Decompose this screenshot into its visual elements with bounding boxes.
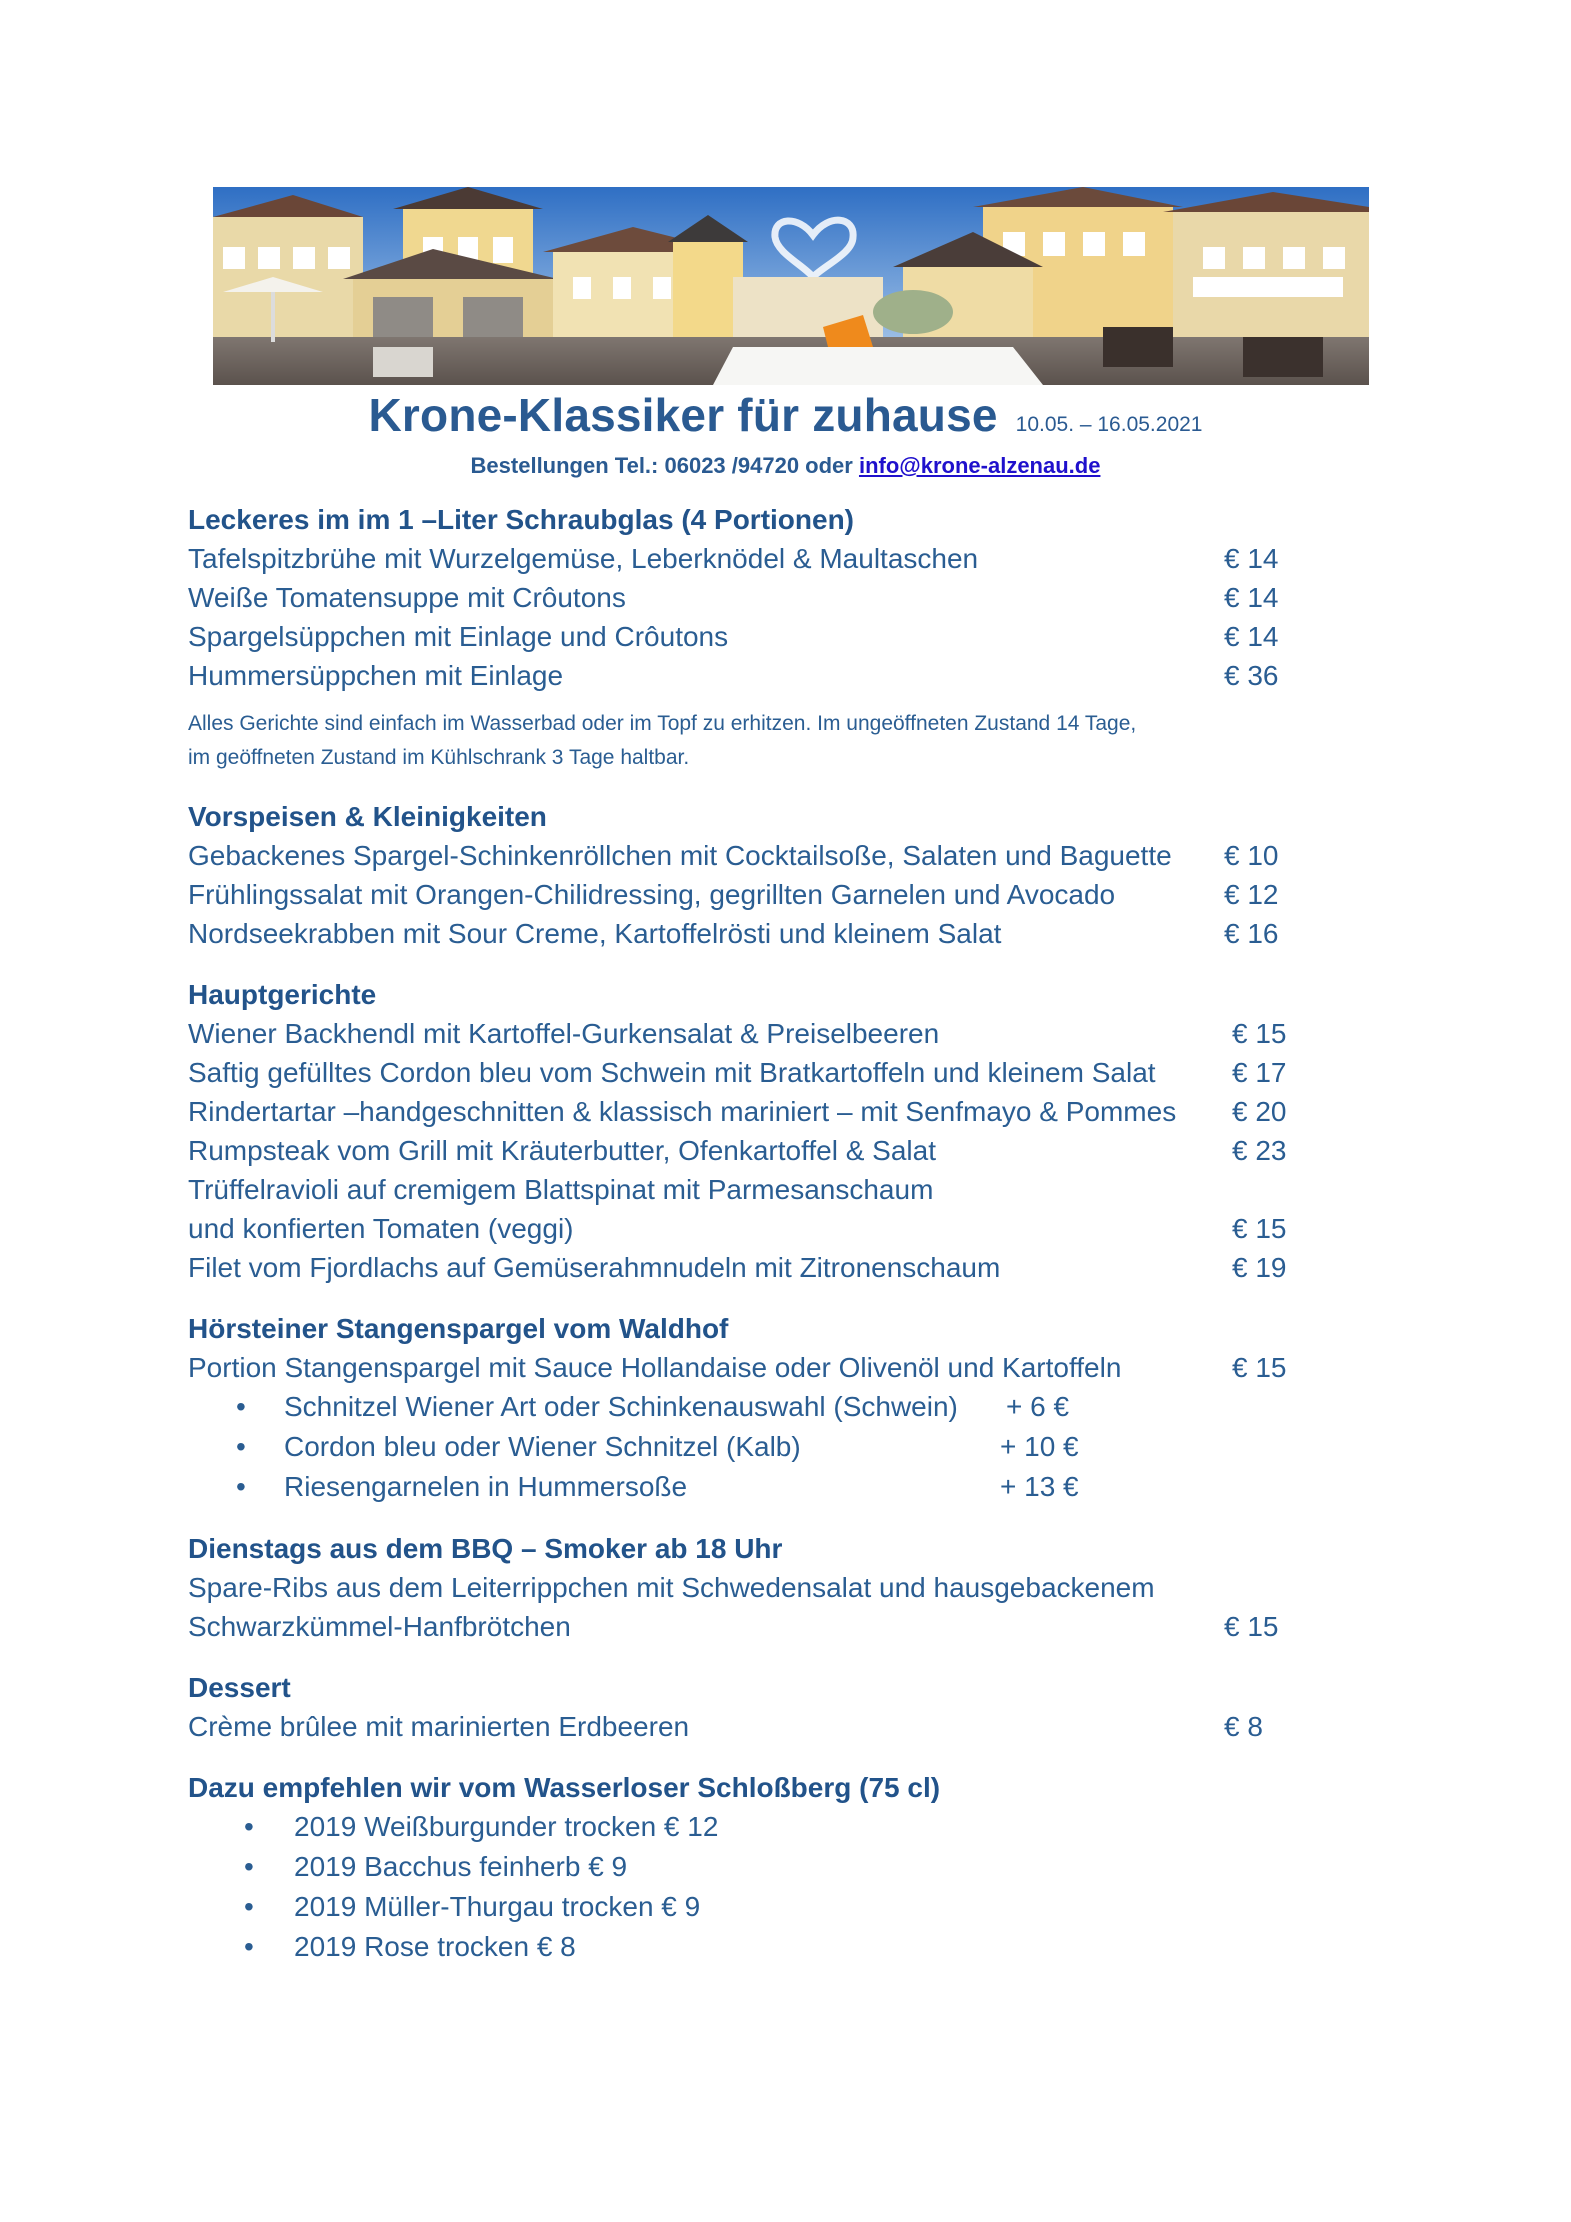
wine-name: 2019 Bacchus feinherb € 9	[294, 1851, 628, 1882]
extra-item	[188, 1427, 1298, 1467]
bullet-icon: •	[236, 1391, 246, 1422]
menu-item	[188, 875, 1298, 914]
section-heading-dessert: Dessert	[188, 1672, 291, 1703]
extra-name: Schnitzel Wiener Art oder Schinkenauswahl (Schwein)	[284, 1391, 958, 1422]
item-price: € 12	[1224, 879, 1279, 910]
menu-content	[188, 500, 1298, 1967]
bullet-icon: •	[244, 1851, 254, 1882]
item-name: Frühlingssalat mit Orangen-Chilidressing, gegrillten Garnelen und Avocado	[188, 879, 1116, 910]
extra-price: + 6 €	[1006, 1391, 1070, 1422]
date-range: 10.05. – 16.05.2021	[1015, 413, 1203, 436]
extra-price: + 10 €	[1000, 1431, 1079, 1462]
extra-item	[188, 1387, 1298, 1427]
page-title: Krone-Klassiker für zuhause	[368, 389, 998, 441]
bullet-icon: •	[244, 1811, 254, 1842]
extra-item	[188, 1467, 1298, 1507]
menu-item	[188, 1131, 1298, 1170]
section-heading-mains: Hauptgerichte	[188, 979, 377, 1010]
note-line: Alles Gerichte sind einfach im Wasserbad oder im Topf zu erhitzen. Im ungeöffneten Zustand 14 Tage,	[188, 712, 1137, 735]
item-price: € 14	[1224, 543, 1279, 574]
menu-item	[188, 539, 1298, 578]
wine-item	[188, 1887, 1298, 1927]
menu-item	[188, 617, 1298, 656]
wine-item	[188, 1847, 1298, 1887]
menu-item	[188, 1248, 1298, 1287]
extra-name: Riesengarnelen in Hummersoße	[284, 1471, 688, 1502]
extra-price: + 13 €	[1000, 1471, 1079, 1502]
item-price: € 19	[1232, 1252, 1287, 1283]
wine-item	[188, 1927, 1298, 1967]
item-price: € 14	[1224, 582, 1279, 613]
item-name: Wiener Backhendl mit Kartoffel-Gurkensalat & Preiselbeeren	[188, 1018, 940, 1049]
item-name: Spare-Ribs aus dem Leiterrippchen mit Schwedensalat und hausgebackenem	[188, 1572, 1155, 1603]
menu-item	[188, 1209, 1298, 1248]
menu-item	[188, 1568, 1298, 1607]
menu-item	[188, 836, 1298, 875]
heating-note	[188, 707, 1298, 775]
item-price: € 14	[1224, 621, 1279, 652]
menu-item	[188, 1348, 1298, 1387]
menu-item	[188, 578, 1298, 617]
menu-item	[188, 656, 1298, 695]
email-link[interactable]: info@krone-alzenau.de	[858, 453, 1101, 478]
item-price: € 15	[1232, 1018, 1287, 1049]
item-price: € 10	[1224, 840, 1279, 871]
bullet-icon: •	[236, 1431, 246, 1462]
bullet-icon: •	[244, 1931, 254, 1962]
menu-item	[188, 1014, 1298, 1053]
item-name: Saftig gefülltes Cordon bleu vom Schwein mit Bratkartoffeln und kleinem Salat	[188, 1057, 1156, 1088]
section-heading-soups: Leckeres im im 1 –Liter Schraubglas (4 Portionen)	[188, 504, 854, 535]
note-line: im geöffneten Zustand im Kühlschrank 3 Tage haltbar.	[188, 746, 690, 769]
order-phone-text: Bestellungen Tel.: 06023 /94720 oder	[470, 453, 859, 478]
item-name: Filet vom Fjordlachs auf Gemüserahmnudeln mit Zitronenschaum	[188, 1252, 1001, 1283]
item-name: Weiße Tomatensuppe mit Crôutons	[188, 582, 626, 613]
item-price: € 17	[1232, 1057, 1287, 1088]
title-row	[0, 388, 1571, 442]
item-name: und konfierten Tomaten (veggi)	[188, 1213, 574, 1244]
section-heading-starters: Vorspeisen & Kleinigkeiten	[188, 801, 547, 832]
item-name: Rumpsteak vom Grill mit Kräuterbutter, Ofenkartoffel & Salat	[188, 1135, 937, 1166]
item-price: € 15	[1224, 1611, 1279, 1642]
item-name: Trüffelravioli auf cremigem Blattspinat mit Parmesanschaum	[188, 1174, 934, 1205]
menu-item	[188, 1053, 1298, 1092]
item-name: Gebackenes Spargel-Schinkenröllchen mit Cocktailsoße, Salaten und Baguette	[188, 840, 1172, 871]
section-heading-bbq: Dienstags aus dem BBQ – Smoker ab 18 Uhr	[188, 1533, 783, 1564]
item-price: € 16	[1224, 918, 1279, 949]
item-price: € 20	[1232, 1096, 1287, 1127]
wine-name: 2019 Müller-Thurgau trocken € 9	[294, 1891, 701, 1922]
item-name: Schwarzkümmel-Hanfbrötchen	[188, 1611, 571, 1642]
bullet-icon: •	[244, 1891, 254, 1922]
item-price: € 8	[1224, 1711, 1263, 1742]
item-price: € 36	[1224, 660, 1279, 691]
item-name: Spargelsüppchen mit Einlage und Crôutons	[188, 621, 729, 652]
item-name: Portion Stangenspargel mit Sauce Hollandaise oder Olivenöl und Kartoffeln	[188, 1352, 1122, 1383]
item-price: € 23	[1232, 1135, 1287, 1166]
item-name: Rindertartar –handgeschnitten & klassisch mariniert – mit Senfmayo & Pommes	[188, 1096, 1177, 1127]
item-price: € 15	[1232, 1352, 1287, 1383]
section-heading-wine: Dazu empfehlen wir vom Wasserloser Schloßberg (75 cl)	[188, 1772, 941, 1803]
wine-item	[188, 1807, 1298, 1847]
menu-item	[188, 1707, 1298, 1746]
menu-item	[188, 1092, 1298, 1131]
item-name: Nordseekrabben mit Sour Creme, Kartoffelrösti und kleinem Salat	[188, 918, 1002, 949]
hotel-banner-image	[213, 187, 1369, 385]
extra-name: Cordon bleu oder Wiener Schnitzel (Kalb)	[284, 1431, 801, 1462]
wine-name: 2019 Weißburgunder trocken € 12	[294, 1811, 719, 1842]
order-info	[0, 453, 1571, 479]
item-price: € 15	[1232, 1213, 1287, 1244]
menu-item	[188, 1607, 1298, 1646]
wine-name: 2019 Rose trocken € 8	[294, 1931, 576, 1962]
item-name: Crème brûlee mit marinierten Erdbeeren	[188, 1711, 690, 1742]
menu-item	[188, 914, 1298, 953]
bullet-icon: •	[236, 1471, 246, 1502]
section-heading-asparagus: Hörsteiner Stangenspargel vom Waldhof	[188, 1313, 729, 1344]
item-name: Hummersüppchen mit Einlage	[188, 660, 564, 691]
item-name: Tafelspitzbrühe mit Wurzelgemüse, Leberknödel & Maultaschen	[188, 543, 979, 574]
menu-item	[188, 1170, 1298, 1209]
